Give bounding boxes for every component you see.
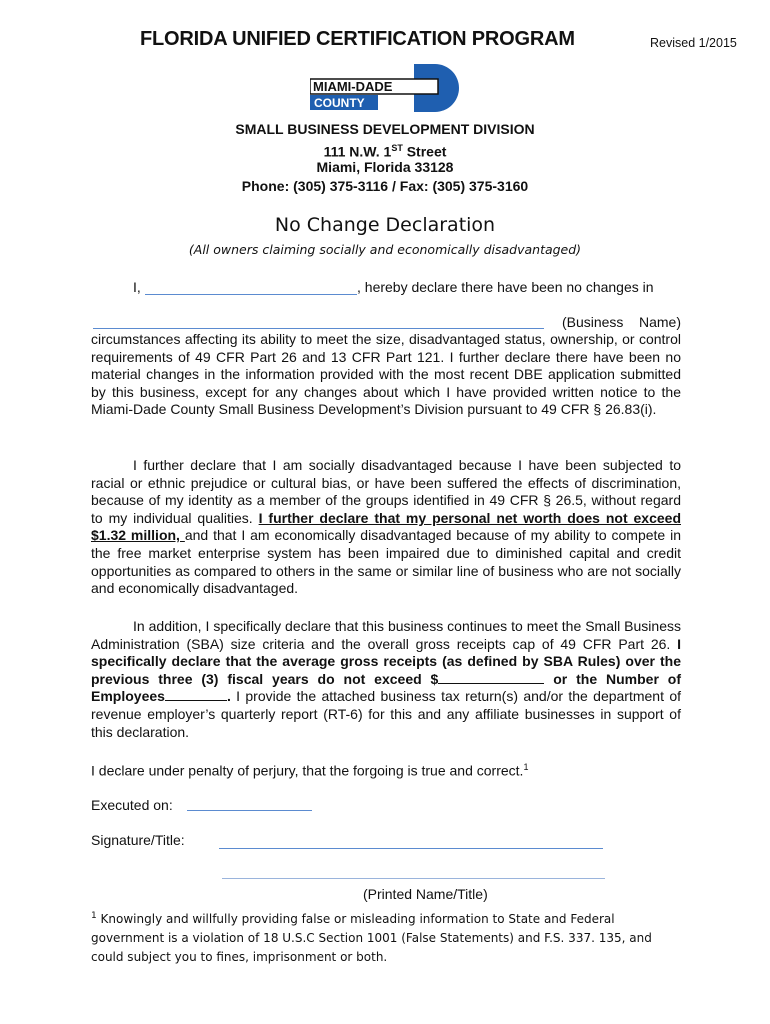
executed-on-label: Executed on: <box>91 797 173 813</box>
printed-name-field[interactable] <box>222 878 605 879</box>
perjury-statement: I declare under penalty of perjury, that the forgoing is true and correct.$^1$ <box>91 762 529 779</box>
employees-field[interactable] <box>165 688 227 701</box>
business-name-field[interactable] <box>93 328 544 329</box>
city-state-zip: Miami, Florida 33128 <box>316 159 454 175</box>
svg-text:MIAMI-DADE: MIAMI-DADE <box>313 79 393 94</box>
signature-field[interactable] <box>219 848 603 849</box>
gross-receipts-field[interactable] <box>438 671 544 684</box>
svg-text:COUNTY: COUNTY <box>314 96 365 110</box>
phone-fax: Phone: (305) 375-3116 / Fax: (305) 375-3160 <box>241 178 529 194</box>
revision-date: Revised 1/2015 <box>650 36 737 50</box>
declarant-suffix: , hereby declare there have been no changes in <box>357 279 654 295</box>
net-worth-statement: I further declare that my personal net worth does not exceed $1.32 million, <box>91 509 681 544</box>
declarant-name-field[interactable] <box>145 294 357 295</box>
page-title: FLORIDA UNIFIED CERTIFICATION PROGRAM <box>140 28 575 50</box>
street-address: 111 N.W. 1ST Street <box>323 143 447 160</box>
form-subtitle: (All owners claiming socially and economically disadvantaged) <box>188 242 582 257</box>
miami-dade-logo <box>310 64 470 112</box>
form-title: No Change Declaration <box>274 214 496 236</box>
declarant-prefix: I, <box>133 279 141 295</box>
paragraph-no-changes: circumstances affecting its ability to meet the size, disadvantaged status, ownership, or control requirements of 49 CFR Part 26 and 13 CFR Part 121. I further declare there have been no material changes in the information provided with the most recent DBE application submitted by this business, except for any changes about which I have provided written notice to the Miami-Dade County Small Business Development’s Division pursuant to 49 CFR § 26.83(i). <box>91 331 681 418</box>
division-name: SMALL BUSINESS DEVELOPMENT DIVISION <box>235 121 535 137</box>
business-name-label: (Business Name) <box>561 314 681 330</box>
signature-label: Signature/Title: <box>91 832 185 848</box>
paragraph-size-criteria: In addition, I specifically declare that this business continues to meet the Small Business Administration (SBA) size criteria and the overall gross receipts cap of 49 CFR Part 26. I specifically declare that the average gross receipts (as defined by SBA Rules) over the previous three (3) fiscal years do not exceed $ or the Number of Employees . I provide the attached business tax return(s) and/or the department of revenue employer’s quarterly report (RT-6) for this and any affiliate businesses in support of this declaration. <box>91 618 682 740</box>
executed-date-field[interactable] <box>187 810 312 811</box>
footnote: $^1$ Knowingly and willfully providing false or misleading information to State and Federal government is a violation of 18 U.S.C Section 1001 (False Statements) and F.S. 337. 135, and could subject you to fines, imprisonment or both. <box>91 911 652 964</box>
paragraph-social-disadvantage: I further declare that I am socially disadvantaged because I have been subjected to racial or ethnic prejudice or cultural bias, or have been suffered the effects of discrimination, because of my identity as a member of the groups identified in 49 CFR § 26.5, without regard to my individual qualities. I further declare that my personal net worth does not exceed $1.32 million, and that I am economically disadvantaged because of my ability to compete in the free market enterprise system has been impaired due to diminished capital and credit opportunities as compared to others in the same or similar line of business who are not socially and economically disadvantaged. <box>91 457 681 597</box>
printed-name-label: (Printed Name/Title) <box>363 886 488 902</box>
